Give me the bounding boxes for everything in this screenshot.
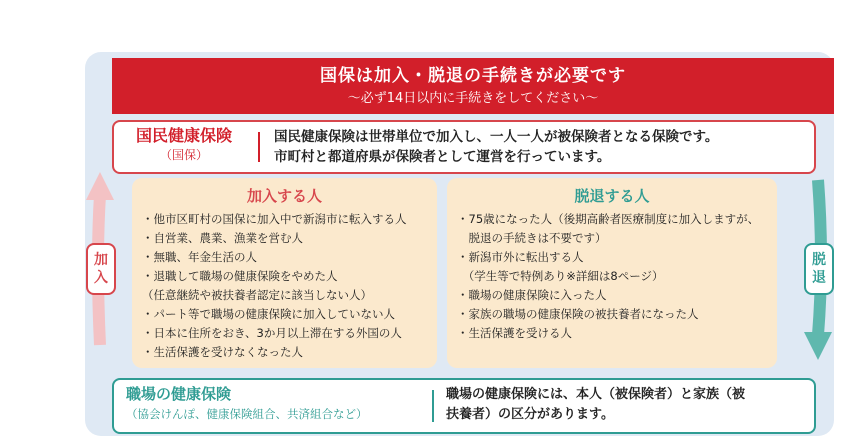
list-item: （学生等で特例あり※詳細は8ページ） <box>457 269 664 283</box>
workplace-divider <box>432 390 434 422</box>
kokuho-description <box>274 127 718 167</box>
join-arrow-head <box>86 172 114 200</box>
kokuho-abbr: （国保） <box>159 148 208 162</box>
leave-heading: 脱退する人 <box>574 187 650 205</box>
leave-side-label <box>804 243 834 295</box>
workplace-desc-line: 扶養者）の区分があります。 <box>446 407 614 422</box>
leave-list <box>447 210 777 343</box>
workplace-sub: （協会けんぽ、健康保険組合、共済組合など） <box>126 407 368 421</box>
join-side-char: 加 <box>94 252 108 268</box>
join-side-label <box>86 243 116 295</box>
workplace-label <box>126 384 368 424</box>
banner-title: 国保は加入・脱退の手続きが必要です <box>320 66 626 86</box>
list-item: ・生活保護を受けなくなった人 <box>142 345 303 359</box>
list-item: ・職場の健康保険に入った人 <box>457 288 607 302</box>
list-item: 脱退の手続きは不要です） <box>457 231 607 245</box>
workplace-name: 職場の健康保険 <box>126 385 232 403</box>
workplace-description <box>446 385 745 425</box>
kokuho-label <box>114 126 254 164</box>
list-item: ・自営業、農業、漁業を営む人 <box>142 231 303 245</box>
list-item: ・無職、年金生活の人 <box>142 250 257 264</box>
list-item: ・新潟市外に転出する人 <box>457 250 584 264</box>
list-item: ・75歳になった人（後期高齢者医療制度に加入しますが、 <box>457 212 760 226</box>
list-item: ・他市区町村の国保に加入中で新潟市に転入する人 <box>142 212 407 226</box>
leave-side-char: 退 <box>812 270 826 286</box>
workplace-desc-line: 職場の健康保険には、本人（被保険者）と家族（被 <box>446 387 746 402</box>
list-item: ・退職して職場の健康保険をやめた人 <box>142 269 338 283</box>
list-item: ・日本に住所をおき、3か月以上滞在する外国の人 <box>142 326 402 340</box>
list-item: （任意継続や被扶養者認定に該当しない人） <box>142 288 372 302</box>
kokuho-desc-line: 国民健康保険は世帯単位で加入し、一人一人が被保険者となる保険です。 <box>274 129 719 145</box>
list-item: ・パート等で職場の健康保険に加入していない人 <box>142 307 395 321</box>
kokuho-divider <box>258 132 260 162</box>
kokuho-desc-line: 市町村と都道府県が保険者として運営を行っています。 <box>274 149 611 165</box>
leave-card <box>447 178 777 368</box>
kokuho-box <box>112 120 816 174</box>
banner-subtitle: ～必ず14日以内に手続きをしてください～ <box>347 91 599 106</box>
kokuho-name: 国民健康保険 <box>135 126 232 145</box>
join-heading: 加入する人 <box>246 187 322 205</box>
join-card <box>132 178 437 368</box>
header-banner <box>112 58 834 114</box>
list-item: ・家族の職場の健康保険の被扶養者になった人 <box>457 307 699 321</box>
join-list <box>132 210 437 362</box>
join-side-char: 入 <box>94 270 108 286</box>
leave-arrow-head <box>804 332 832 360</box>
list-item: ・生活保護を受ける人 <box>457 326 572 340</box>
leave-side-char: 脱 <box>812 252 826 268</box>
workplace-insurance-box <box>112 378 816 434</box>
